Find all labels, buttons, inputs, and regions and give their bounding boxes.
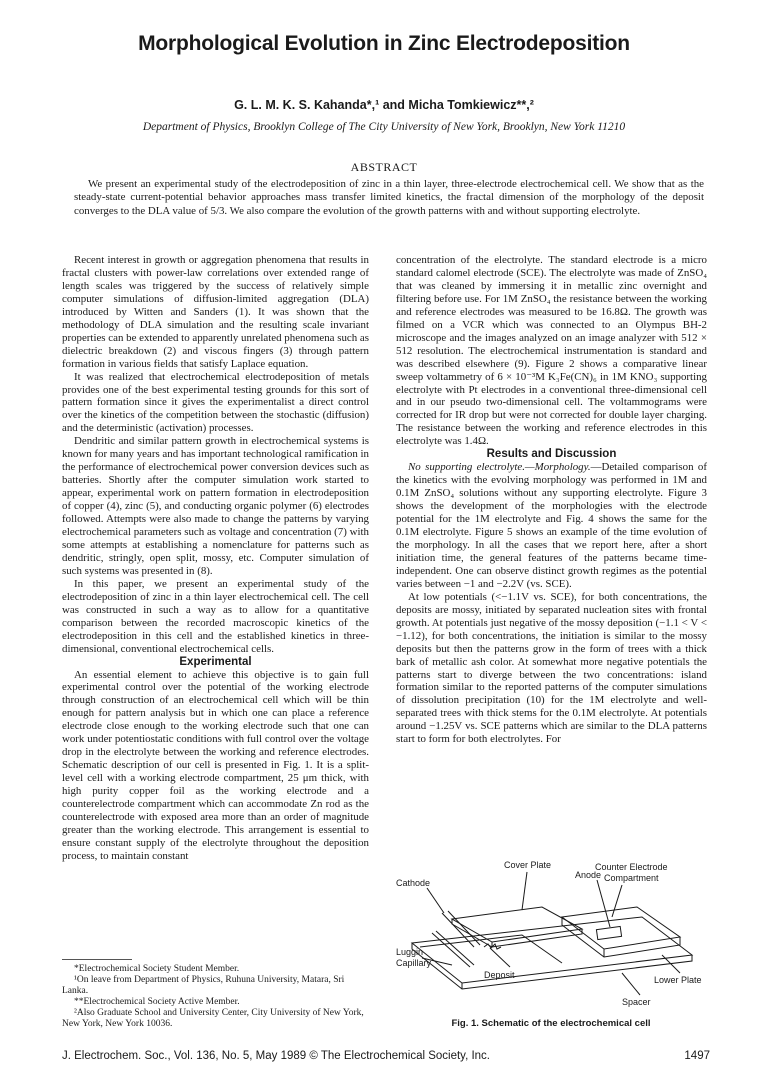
footnote: ¹On leave from Department of Physics, Ruhuna University, Matara, Sri Lanka. — [62, 975, 345, 996]
author-line: G. L. M. K. S. Kahanda*,¹ and Micha Tomkiewicz**,² — [234, 98, 534, 112]
paragraph-body: —Detailed comparison of the kinetics with the evolving morphology was performed in 1M and 0.1M ZnSO₄ solutions without any supporting electrolyte. Figure 3 shows the development of the morphologies with the electrode potential for the 1M electrolyte and Fig. 4 shows the same for the 0.1M electrolyte. Figure 5 shows an example of the time evolution of the morphology. In all the cases that we report here, after a short initiation time, the general features of the patterns became time-independent. One can observe distinct growth regimes as the potential varies between −1 and −2.2V (vs. SCE). — [396, 461, 708, 590]
label-anode: Anode — [575, 870, 602, 880]
label-cover-plate: Cover Plate — [504, 860, 552, 870]
paragraph: In this paper, we present an experimental study of the electrodeposition of zinc in a thin layer electrochemical cell. The cell was constructed in such a way as to allow for a quantitative comparison between the recorded macroscopic kinetics of the electrodeposition in this cell and the established kinetics in three-dimensional, conventional electrochemical cells. — [62, 577, 369, 655]
label-counter-electrode: Counter Electrode — [595, 862, 668, 872]
section-heading-experimental: Experimental — [179, 655, 252, 668]
abstract-heading: ABSTRACT — [350, 160, 418, 174]
paragraph: Recent interest in growth or aggregation phenomena that results in fractal clusters with power-law correlations over extended range of length scales was triggered by the success of relatively simple computer simulations of diffusion-limited aggregation (DLA) introduced by Witten and Sanders (1). It was shown that the methodology of DLA simulation and the resulting scale invariant properties can be extended to apparently unrelated phenomena such as dielectric breakdown (2) and viscous fingers (3) through pattern formation in various fields that satisfy Laplace equation. — [62, 254, 369, 370]
label-cathode: Cathode — [396, 878, 431, 888]
label-spacer: Spacer — [622, 997, 651, 1007]
paragraph — [396, 461, 707, 591]
label-capillary: Capillary — [396, 958, 432, 968]
right-column — [396, 254, 707, 746]
figure-1-schematic — [392, 855, 710, 1015]
section-heading-results: Results and Discussion — [486, 448, 617, 461]
cell-schematic-drawing — [392, 855, 710, 1015]
affiliation: Department of Physics, Brooklyn College of The City University of New York, Brooklyn, New York 11210 — [142, 121, 626, 133]
abstract-text: We present an experimental study of the electrodeposition of zinc in a thin layer, three-electrode electrochemical cell. We show that as the steady-state current-potential behavior approaches mass transfer limited kinetics, the fractal dimension of the morphology of the deposit converges to the DLA value of 5/3. We also compare the evolution of the growth patterns with and without supporting electrolyte. — [74, 178, 704, 217]
left-column — [62, 254, 369, 863]
anode-rod-shape — [596, 926, 621, 939]
run-in-heading: No supporting electrolyte.—Morphology. — [408, 461, 591, 474]
footnote-rule — [62, 959, 132, 960]
footnote: ²Also Graduate School and University Center, City University of New York, New York, New York 10036. — [62, 1008, 364, 1029]
label-deposit: Deposit — [484, 970, 515, 980]
paper-title: Morphological Evolution in Zinc Electrodeposition — [138, 32, 630, 55]
label-luggin: Luggin — [396, 947, 424, 957]
label-compartment: Compartment — [604, 873, 659, 883]
footnote: *Electrochemical Society Student Member. — [74, 964, 240, 974]
page-number: 1497 — [684, 1050, 710, 1062]
paragraph: At low potentials (<−1.1V vs. SCE), for both concentrations, the deposits are mossy, initiated by separated nucleation sites with frontal growth. At potentials just negative of the mossy deposition (−1.1 < V < −1.12), for both concentrations, the initiation is similar to the mossy deposits but then the patterns grow in the form of trees with a thick bark of metallic ash color. At somewhat more negative potentials the patterns start to diverge between the two concentrations: island formation similar to the reported patterns of the computer simulations of dissolution precipitation (10) for the 1M electrolyte and well-separated trees with thick stems for the 0.1M electrolyte. At potentials around −1.25V vs. SCE patterns which are similar to the DLA patterns start to form for both electrolytes. For — [396, 590, 707, 746]
footnote: **Electrochemical Society Active Member. — [74, 997, 240, 1007]
paragraph: Dendritic and similar pattern growth in electrochemical systems is known for many years and has important technological ramification in the performance of electrochemical power conversion devices such as batteries. Shortly after the computer simulation work started to appear, experimental work on pattern formation in electrodeposition of copper (4), zinc (5), and conducting organic polymer (6) electrodes followed. Attempts were also made to change the patterns by varying electrochemical parameters such as voltage and concentration (7) with some attempts at establishing a nomenclature for patterns such as dendritic, stringly, open split, mossy, etc. Computer simulation of such systems was presented in (8). — [62, 435, 369, 577]
journal-citation: J. Electrochem. Soc., Vol. 136, No. 5, May 1989 © The Electrochemical Society, Inc. — [62, 1050, 490, 1062]
figure-caption: Fig. 1. Schematic of the electrochemical cell — [451, 1018, 651, 1029]
paragraph: An essential element to achieve this objective is to gain full experimental control over the potential of the working electrode through construction of an electrochemical cell which will be thin enough for pattern analysis but in which one can place a reference electrode close enough to the working electrode such that one can work under potentiostatic conditions with full control over the voltage drop in the electrolyte between the working and reference electrodes. Schematic description of our cell is presented in Fig. 1. It is a split-level cell with a working electrode compartment, 25 μm thick, with high purity copper foil as the working electrode and a counterelectrode compartment which can accommodate Zn rod as the counterelectrode with exposed area more than an order of magnitude greater than the working electrode. This arrangement is essential to ensure constant supply of the electrolyte throughout the deposition process, to maintain constant — [62, 668, 369, 862]
paragraph: concentration of the electrolyte. The standard electrode is a micro standard calomel electrode (SCE). The electrolyte was made of ZnSO₄ that was cleaned by immersing it in metallic zinc overnight and filtering before use. For 1M ZnSO₄ the resistance between the working and reference electrodes was measured to be 16.8Ω. The growth was filmed on a VCR which was connected to an Olympus BH-2 microscope and the images analyzed on an image analyzer with 512 × 512 resolution. The electrochemical instrumentation is standard and was described elsewhere (9). Figure 2 shows a comparative linear sweep voltammetry of 6 × 10⁻³M K₃Fe(CN)₆ in 1M KNO₃ supporting electrolyte with Pt electrodes in a conventional three-dimensional cell and in our pseudo two-dimensional cell. The voltammograms were corrected for IR drop but were not corrected for double layer charging. The resistance between the working and reference electrodes in this electrolyte was 1.4Ω. — [396, 254, 707, 448]
footnotes — [62, 964, 369, 1030]
paragraph: It was realized that electrochemical electrodeposition of metals provides one of the best experimental testing grounds for this sort of pattern formation since it gives the experimentalist a direct control over the kinetics of the competition between the stochastic (diffusion) and the deterministic (activation) processes. — [62, 370, 369, 435]
label-lower-plate: Lower Plate — [654, 975, 702, 985]
